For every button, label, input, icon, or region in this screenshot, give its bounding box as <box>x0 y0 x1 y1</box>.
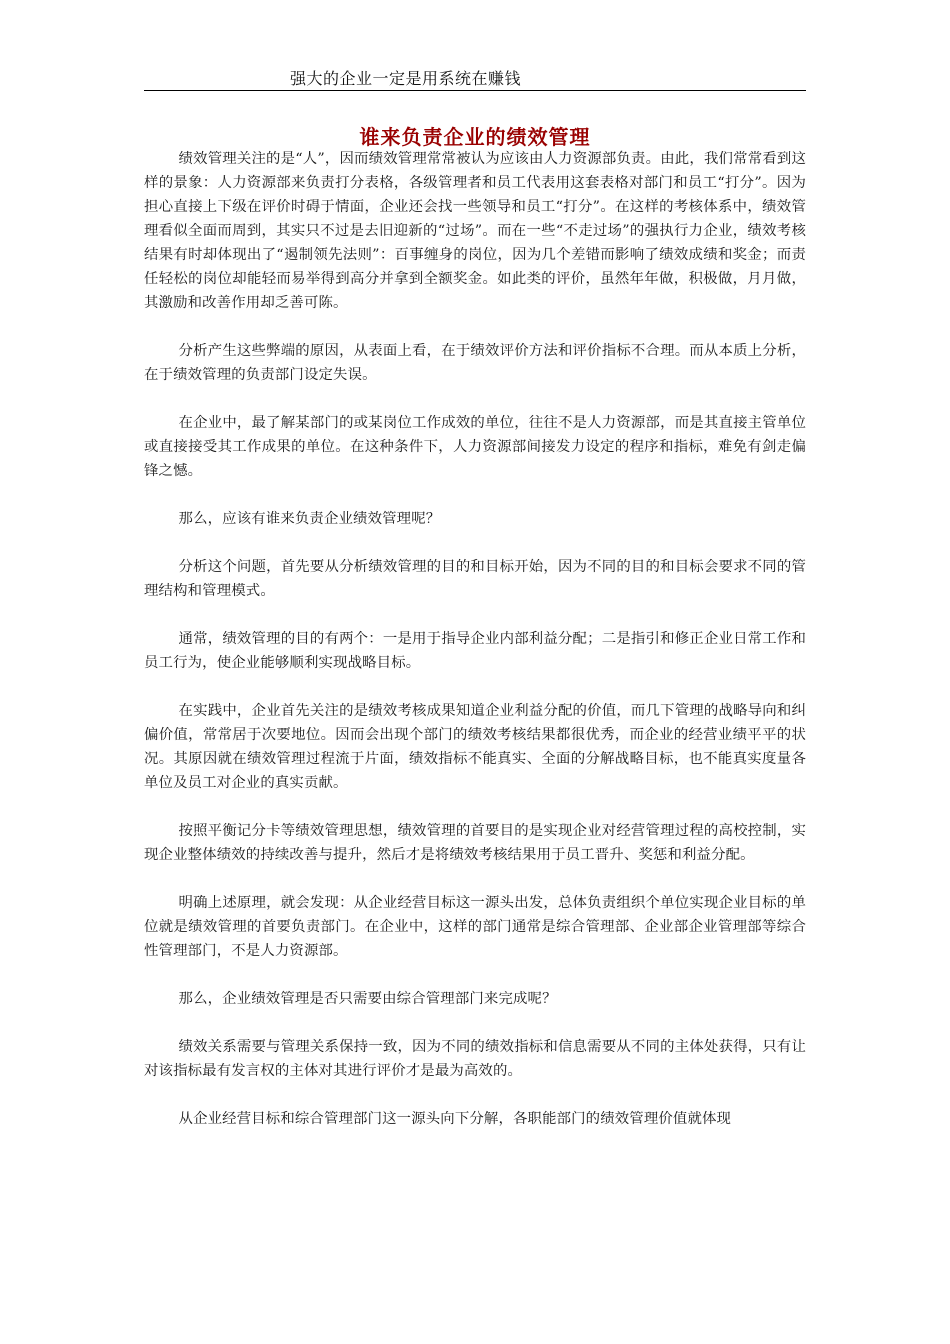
paragraph: 那么，应该有谁来负责企业绩效管理呢？ <box>178 511 441 527</box>
page-header <box>144 64 806 91</box>
paragraph: 在企业中，最了解某部门的或某岗位工作成效的单位，往往不是人力资源部，而是其直接主管单位或直接接受其工作成果的单位。在这种条件下，人力资源部间接发力设定的程序和指标，难免有剑走偏锋之憾。 <box>144 415 806 479</box>
paragraph: 明确上述原理，就会发现：从企业经营目标这一源头出发，总体负责组织个单位实现企业目标的单位就是绩效管理的首要负责部门。在企业中，这样的部门通常是综合管理部、企业部企业管理部等综合性管理部门，不是人力资源部。 <box>144 895 806 959</box>
paragraph: 分析这个问题，首先要从分析绩效管理的目的和目标开始，因为不同的目的和目标会要求不同的管理结构和管理模式。 <box>144 559 806 599</box>
paragraph: 按照平衡记分卡等绩效管理思想，绩效管理的首要目的是实现企业对经营管理过程的高校控制，实现企业整体绩效的持续改善与提升，然后才是将绩效考核结果用于员工晋升、奖惩和利益分配。 <box>144 823 806 863</box>
header-text: 强大的企业一定是用系统在赚钱 <box>290 69 522 88</box>
paragraph: 分析产生这些弊端的原因，从表面上看，在于绩效评价方法和评价指标不合理。而从本质上分析，在于绩效管理的负责部门设定失误。 <box>144 343 806 383</box>
paragraph: 从企业经营目标和综合管理部门这一源头向下分解，各职能部门的绩效管理价值就体现 <box>178 1111 732 1127</box>
article-body <box>144 147 806 1155</box>
article-title: 谁来负责企业的绩效管理 <box>359 125 591 149</box>
paragraph: 那么，企业绩效管理是否只需要由综合管理部门来完成呢？ <box>178 991 557 1007</box>
paragraph: 绩效关系需要与管理关系保持一致，因为不同的绩效指标和信息需要从不同的主体处获得，只有让对该指标最有发言权的主体对其进行评价才是最为高效的。 <box>144 1039 806 1079</box>
paragraph: 通常，绩效管理的目的有两个：一是用于指导企业内部利益分配；二是指引和修正企业日常工作和员工行为，使企业能够顺利实现战略目标。 <box>144 631 806 671</box>
paragraph: 绩效管理关注的是“人”，因而绩效管理常常被认为应该由人力资源部负责。由此，我们常常看到这样的景象：人力资源部来负责打分表格，各级管理者和员工代表用这套表格对部门和员工“打分”。因为担心直接上下级在评价时碍于情面，企业还会找一些领导和员工“打分”。在这样的考核体系中，绩效管理看似全面而周到，其实只不过是去旧迎新的“过场”。而在一些“不走过场”的强执行力企业，绩效考核结果有时却体现出了“遏制领先法则”：百事缠身的岗位，因为几个差错而影响了绩效成绩和奖金；而责任轻松的岗位却能轻而易举得到高分并拿到全额奖金。如此类的评价，虽然年年做，积极做，月月做，其激励和改善作用却乏善可陈。 <box>144 151 806 311</box>
paragraph: 在实践中，企业首先关注的是绩效考核成果知道企业利益分配的价值，而几下管理的战略导向和纠偏价值，常常居于次要地位。因而会出现个部门的绩效考核结果都很优秀，而企业的经营业绩平平的状况。其原因就在绩效管理过程流于片面，绩效指标不能真实、全面的分解战略目标，也不能真实度量各单位及员工对企业的真实贡献。 <box>144 703 806 791</box>
